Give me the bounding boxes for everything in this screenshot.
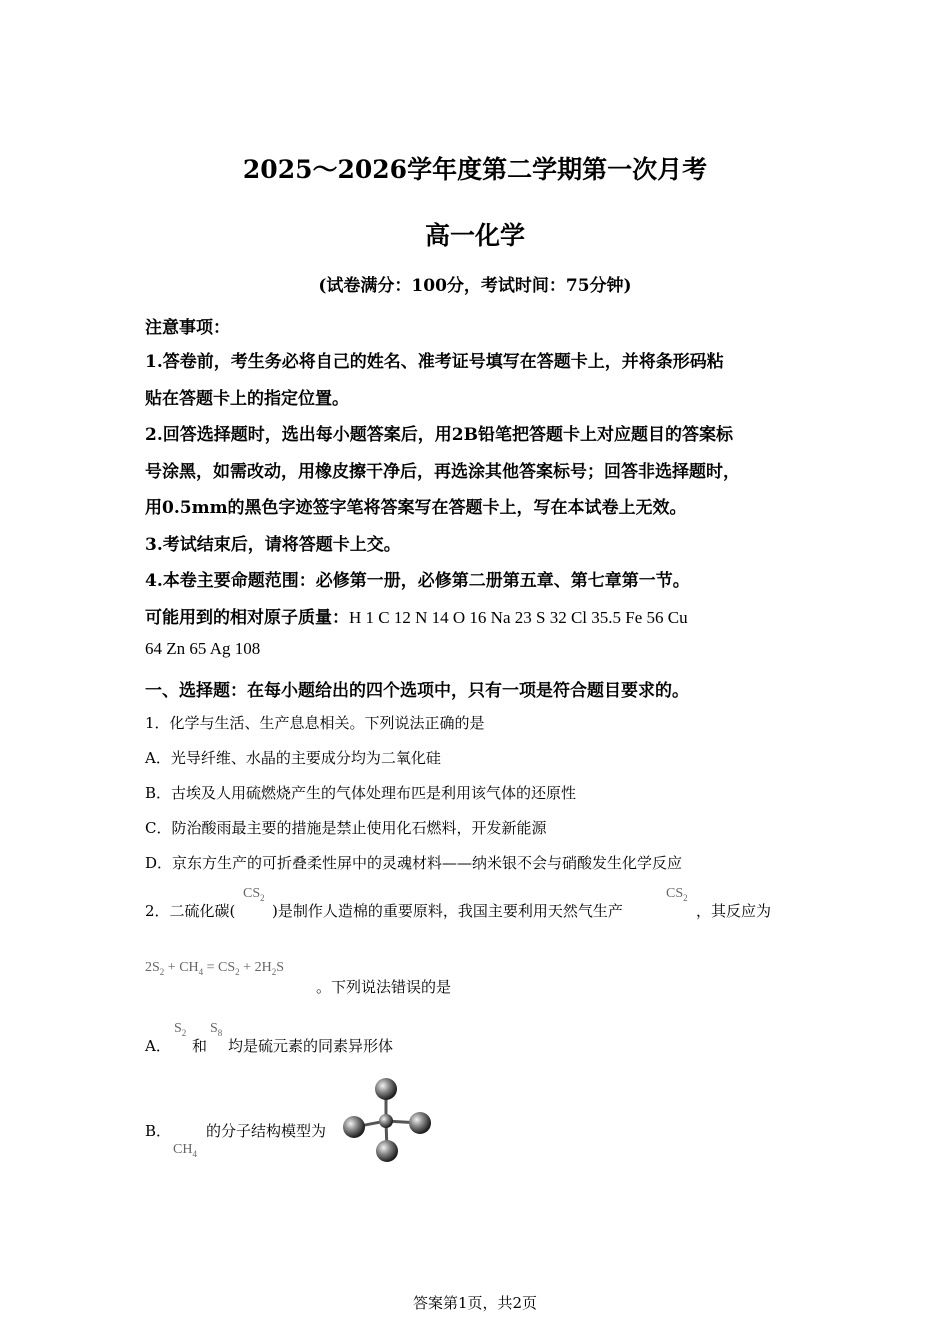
q2-stem-part-3: ，其反应为	[696, 902, 772, 920]
notes-heading: 注意事项：	[145, 318, 230, 338]
atomic-mass-values-1: H 1 C 12 N 14 O 16 Na 23 S 32 Cl 35.5 Fe 56 Cu	[349, 608, 688, 627]
atomic-mass-label: 可能用到的相对原子质量：	[145, 608, 349, 628]
q1-option-d: D．京东方生产的可折叠柔性屏中的灵魂材料——纳米银不会与硝酸发生化学反应	[145, 854, 683, 872]
note-1-line-1: 1.答卷前，考生务必将自己的姓名、准考证号填写在答题卡上，并将条形码粘	[145, 352, 724, 372]
q1-option-a: A．光导纤维、水晶的主要成分均为二氧化硅	[145, 749, 441, 767]
note-1-line-2: 贴在答题卡上的指定位置。	[145, 389, 349, 409]
q2-reaction-suffix: 。下列说法错误的是	[316, 978, 452, 996]
exam-info: (试卷满分：100分，考试时间：75分钟)	[318, 276, 632, 296]
carbon-atom	[379, 1114, 393, 1128]
atomic-mass-line-2: 64 Zn 65 Ag 108	[145, 639, 261, 658]
page-footer: 答案第1页，共2页	[412, 1294, 538, 1312]
note-2-line-1: 2.回答选择题时，选出每小题答案后，用2B铅笔把答题卡上对应题目的答案标	[145, 425, 733, 445]
note-2-line-2: 号涂黑，如需改动，用橡皮擦干净后，再选涂其他答案标号；回答非选择题时，	[145, 462, 740, 482]
q1-option-c: C．防治酸雨最主要的措施是禁止使用化石燃料，开发新能源	[145, 819, 547, 837]
q2-option-a-and: 和	[192, 1037, 208, 1055]
note-2-line-3: 用0.5mm的黑色字迹签字笔将答案写在答题卡上，写在本试卷上无效。	[145, 498, 687, 518]
q2-formula-s2: $S_2$	[174, 1021, 187, 1038]
q2-stem-part-2: )是制作人造棉的重要原料，我国主要利用天然气生产	[272, 902, 623, 920]
note-3: 3.考试结束后，请将答题卡上交。	[145, 535, 401, 555]
subject-title: 高一化学	[424, 221, 525, 250]
note-4: 4.本卷主要命题范围：必修第一册，必修第二册第五章、第七章第一节。	[145, 571, 690, 591]
q1-option-b: B．古埃及人用硫燃烧产生的气体处理布匹是利用该气体的还原性	[145, 784, 577, 802]
q2-option-b-label: B．	[145, 1122, 172, 1140]
q1-stem: 1．化学与生活、生产息息相关。下列说法正确的是	[145, 714, 485, 732]
q2-option-a-label: A．	[145, 1037, 171, 1055]
q2-formula-cs2-1: $CS_2$	[243, 886, 265, 903]
q2-formula-s8: $S_8$	[210, 1021, 223, 1038]
q2-reaction-equation: $2S_2 + CH_4 = CS_2 + 2H_2S$	[145, 960, 284, 977]
q2-stem-part-1: 2．二硫化碳(	[145, 902, 236, 920]
hydrogen-atom-top	[375, 1078, 397, 1100]
ch4-molecule-model	[340, 1075, 435, 1167]
hydrogen-atom-bottom	[376, 1140, 398, 1162]
exam-title: 2025～2026学年度第二学期第一次月考	[242, 155, 708, 184]
q2-option-b-text: 的分子结构模型为	[206, 1122, 327, 1140]
hydrogen-atom-right	[409, 1112, 431, 1134]
section-1-heading: 一、选择题：在每小题给出的四个选项中，只有一项是符合题目要求的。	[145, 681, 689, 701]
q2-formula-ch4: $CH_4$	[173, 1142, 197, 1159]
q2-formula-cs2-2: $CS_2$	[666, 886, 688, 903]
q2-option-a-text: 均是硫元素的同素异形体	[228, 1037, 394, 1055]
atomic-mass-line-1	[145, 603, 688, 628]
hydrogen-atom-left	[343, 1116, 365, 1138]
